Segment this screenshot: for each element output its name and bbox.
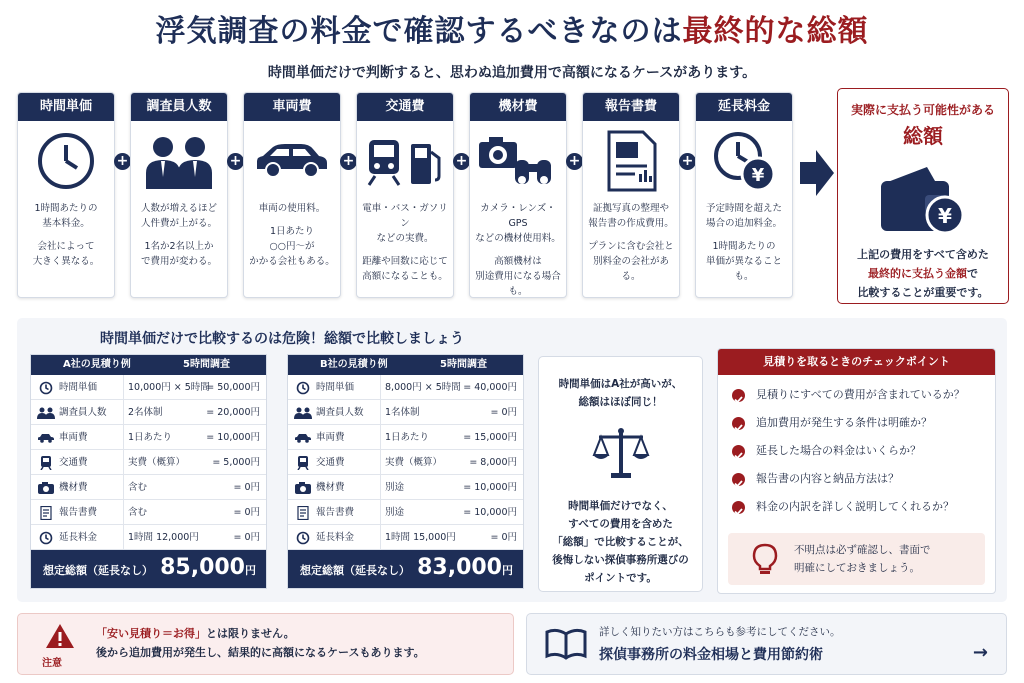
card-text: 単価が異なることも。 <box>705 256 782 282</box>
card-title: 車両費 <box>244 93 340 121</box>
card-text: 高額になることも。 <box>362 271 448 282</box>
row-amount: = 10,000円 <box>463 482 517 493</box>
plus-icon: + <box>340 153 357 170</box>
card-title: 機材費 <box>470 93 566 121</box>
row-label: 時間単価 <box>59 382 98 393</box>
estimate-title: B社の見積り例 <box>320 359 388 370</box>
row-detail: 10,000円 × 5時間 <box>123 375 210 400</box>
total-box-title: 実際に支払う可能性がある <box>850 103 995 117</box>
card-text: 1時間あたりの <box>34 203 98 214</box>
row-label: 調査員人数 <box>316 407 364 418</box>
table-row <box>288 450 523 475</box>
warning-box <box>17 613 514 675</box>
plus-icon: + <box>114 153 131 170</box>
card-text: 電車・バス・ガソリン <box>362 203 448 229</box>
investigators-icon <box>142 133 216 189</box>
table-row <box>288 500 523 525</box>
table-row <box>31 450 266 475</box>
estimate-table-a <box>30 354 267 589</box>
car-icon <box>253 141 331 181</box>
table-row <box>288 400 523 425</box>
check-icon <box>732 501 745 514</box>
checkpoint-text: 料金の内訳を詳しく説明してくれるか？ <box>756 500 954 513</box>
row-label: 延長料金 <box>316 532 355 543</box>
comparison-title: 時間単価だけで比較するのは危険！総額で比較しましょう <box>100 331 464 347</box>
card-text: 1時間あたりの <box>712 241 776 252</box>
row-amount: = 15,000円 <box>463 432 517 443</box>
report-icon <box>294 505 312 520</box>
investigators-icon <box>37 405 55 420</box>
row-label: 車両費 <box>316 432 345 443</box>
cost-card-staff <box>130 92 228 298</box>
train-icon <box>37 455 55 470</box>
report-icon <box>603 130 659 192</box>
checkpoint-title: 見積りを取るときのチェックポイント <box>718 349 995 375</box>
tip-text: 明確にしておきましょう。 <box>794 562 920 574</box>
row-detail: 8,000円 × 5時間 <box>380 375 461 400</box>
table-row <box>31 375 266 400</box>
card-text: で費用が変わる。 <box>140 256 217 267</box>
clock-icon <box>35 130 97 192</box>
clock-icon <box>37 380 55 395</box>
card-text: プランに含む会社と <box>588 241 674 252</box>
table-row <box>288 525 523 550</box>
cost-card-transport <box>356 92 454 298</box>
train-icon <box>294 455 312 470</box>
warning-text: 後から追加費用が発生し、結果的に高額になるケースもあります。 <box>96 646 425 659</box>
card-text: ○○円〜が <box>269 241 315 252</box>
card-text: 場合の追加料金。 <box>705 218 782 229</box>
cost-card-vehicle <box>243 92 341 298</box>
tip-text: 不明点は必ず確認し、書面で <box>794 544 931 556</box>
row-amount: = 0円 <box>233 507 260 518</box>
warning-icon <box>45 622 75 650</box>
card-text: かかる会社もある。 <box>249 256 335 267</box>
wallet-yen-icon <box>877 163 969 237</box>
checkpoint-item <box>718 437 995 465</box>
summary-text: 「総額」で比較することが、 <box>552 536 689 548</box>
clock-icon <box>294 530 312 545</box>
table-row <box>31 425 266 450</box>
right-arrow-icon <box>800 150 834 196</box>
checkpoint-text: 報告書の内容と納品方法は？ <box>756 472 899 485</box>
row-detail: 1日あたり <box>380 425 429 450</box>
warning-label: 注意 <box>42 658 62 669</box>
lightbulb-icon <box>750 541 780 577</box>
plus-icon: + <box>453 153 470 170</box>
check-icon <box>732 417 745 430</box>
total-value: 83,000 <box>417 555 502 580</box>
check-icon <box>732 473 745 486</box>
book-icon <box>545 628 587 660</box>
estimate-hours: 5時間調査 <box>183 359 230 370</box>
table-row <box>288 425 523 450</box>
table-row <box>31 475 266 500</box>
card-text: 高額機材は <box>494 256 542 267</box>
estimate-total <box>31 550 266 588</box>
summary-text: すべての費用を含めた <box>568 518 673 530</box>
card-text: 証拠写真の整理や <box>592 203 669 214</box>
warning-text: とは限りません。 <box>206 627 295 640</box>
row-label: 時間単価 <box>316 382 355 393</box>
camera-binoculars-icon <box>477 134 559 188</box>
card-text: などの機材使用料。 <box>475 233 561 244</box>
card-title: 時間単価 <box>18 93 114 121</box>
card-text: カメラ・レンズ・GPS <box>480 203 556 229</box>
comparison-summary-box <box>538 356 703 592</box>
plus-icon: + <box>679 153 696 170</box>
clock-icon <box>294 380 312 395</box>
card-text: 車両の使用料。 <box>258 203 326 214</box>
row-detail: 含む <box>123 475 147 500</box>
row-label: 機材費 <box>316 482 345 493</box>
row-label: 車両費 <box>59 432 88 443</box>
row-detail: 1時間 12,000円 <box>123 525 199 550</box>
title-highlight: 最終的な総額 <box>682 14 869 49</box>
reference-link-box[interactable] <box>526 613 1007 675</box>
checkpoint-text: 延長した場合の料金はいくらか？ <box>756 444 921 457</box>
card-text: 会社によって <box>37 241 95 252</box>
row-label: 報告書費 <box>59 507 98 518</box>
total-box-heading: 総額 <box>903 124 943 148</box>
checkpoint-item <box>718 381 995 409</box>
card-text: 人数が増えるほど <box>140 203 217 214</box>
row-detail: 1名体制 <box>380 400 420 425</box>
table-row <box>288 475 523 500</box>
summary-text: 総額はほぼ同じ！ <box>578 396 663 408</box>
subtitle: 時間単価だけで判断すると、思わぬ追加費用で高額になるケースがあります。 <box>267 65 757 81</box>
cost-card-hourly-rate <box>17 92 115 298</box>
card-text: 1日あたり <box>269 226 315 237</box>
check-icon <box>732 389 745 402</box>
summary-text: 時間単価だけでなく、 <box>568 500 673 512</box>
check-icon <box>732 445 745 458</box>
row-amount: = 8,000円 <box>469 457 517 468</box>
card-text: 距離や回数に応じて <box>362 256 448 267</box>
cost-card-extension <box>695 92 793 298</box>
estimate-table-b <box>287 354 524 589</box>
total-unit: 円 <box>502 564 513 577</box>
row-detail: 2名体制 <box>123 400 163 425</box>
total-amount-box <box>837 88 1009 304</box>
card-text: 報告書の作成費用。 <box>588 218 674 229</box>
card-text: 大きく異なる。 <box>32 256 100 267</box>
estimate-total <box>288 550 523 588</box>
row-detail: 別途 <box>380 475 404 500</box>
reference-text: 詳しく知りたい方はこちらも参考にしてください。 <box>599 626 841 638</box>
checkpoint-text: 追加費用が発生する条件は明確か？ <box>756 416 932 429</box>
car-icon <box>37 430 55 445</box>
row-label: 延長料金 <box>59 532 98 543</box>
svg-text:¥: ¥ <box>751 165 765 186</box>
table-row <box>31 525 266 550</box>
camera-icon <box>294 480 312 495</box>
summary-text: 時間単価はA社が高いが、 <box>558 378 683 390</box>
total-label: 想定総額（延長なし） <box>300 564 410 577</box>
card-title: 延長料金 <box>696 93 792 121</box>
card-text: 別料金の会社がある。 <box>592 256 669 282</box>
arrow-right-icon[interactable]: → <box>972 642 988 663</box>
row-amount: = 0円 <box>233 482 260 493</box>
card-title: 交通費 <box>357 93 453 121</box>
card-text: 予定時間を超えた <box>705 203 782 214</box>
row-label: 機材費 <box>59 482 88 493</box>
train-fuel-icon <box>365 136 445 186</box>
svg-text:¥: ¥ <box>938 204 952 228</box>
row-amount: = 10,000円 <box>206 432 260 443</box>
total-value: 85,000 <box>160 555 245 580</box>
checkpoint-box <box>717 348 996 594</box>
summary-text: ポイントです。 <box>584 572 657 584</box>
card-title: 調査員人数 <box>131 93 227 121</box>
row-label: 報告書費 <box>316 507 355 518</box>
total-box-text: 上記の費用をすべて含めた <box>857 248 989 261</box>
checkpoint-text: 見積りにすべての費用が含まれているか？ <box>756 388 965 401</box>
checkpoint-item <box>718 409 995 437</box>
page-title <box>0 6 1024 50</box>
tip-note <box>728 533 985 585</box>
camera-icon <box>37 480 55 495</box>
clock-yen-icon <box>711 129 777 193</box>
row-amount: = 40,000円 <box>463 382 517 393</box>
car-icon <box>294 430 312 445</box>
row-amount: = 0円 <box>490 532 517 543</box>
title-main: 浮気調査の料金で確認するべきなのは <box>155 14 683 49</box>
investigators-icon <box>294 405 312 420</box>
card-text: などの実費。 <box>376 233 434 244</box>
total-box-text: で <box>967 267 978 280</box>
estimate-title: A社の見積り例 <box>63 359 131 370</box>
row-amount: = 10,000円 <box>463 507 517 518</box>
row-amount: = 5,000円 <box>212 457 260 468</box>
reference-link[interactable]: 探偵事務所の料金相場と費用節約術 <box>599 647 823 663</box>
total-label: 想定総額（延長なし） <box>43 564 153 577</box>
table-row <box>31 400 266 425</box>
row-detail: 実費（概算） <box>123 450 185 475</box>
plus-icon: + <box>227 153 244 170</box>
row-label: 調査員人数 <box>59 407 107 418</box>
report-icon <box>37 505 55 520</box>
card-text: 基本料金。 <box>42 218 90 229</box>
warning-quote: 「安い見積り＝お得」 <box>96 627 206 640</box>
row-detail: 別途 <box>380 500 404 525</box>
row-amount: = 50,000円 <box>206 382 260 393</box>
card-title: 報告書費 <box>583 93 679 121</box>
row-label: 交通費 <box>316 457 345 468</box>
estimate-hours: 5時間調査 <box>440 359 487 370</box>
scales-icon <box>591 425 651 481</box>
card-text: 1名か2名以上か <box>144 241 214 252</box>
total-box-emphasis: 最終的に支払う金額 <box>868 267 967 280</box>
row-detail: 含む <box>123 500 147 525</box>
checkpoint-item <box>718 465 995 493</box>
row-detail: 1時間 15,000円 <box>380 525 456 550</box>
total-box-text: 比較することが重要です。 <box>857 286 989 299</box>
table-row <box>288 375 523 400</box>
row-amount: = 0円 <box>490 407 517 418</box>
row-amount: = 0円 <box>233 532 260 543</box>
row-detail: 1日あたり <box>123 425 172 450</box>
row-amount: = 20,000円 <box>206 407 260 418</box>
row-detail: 実費（概算） <box>380 450 442 475</box>
plus-icon: + <box>566 153 583 170</box>
total-unit: 円 <box>245 564 256 577</box>
row-label: 交通費 <box>59 457 88 468</box>
summary-text: 後悔しない探偵事務所選びの <box>552 554 689 566</box>
cost-card-equipment <box>469 92 567 298</box>
table-row <box>31 500 266 525</box>
card-text: 人件費が上がる。 <box>140 218 217 229</box>
checkpoint-item <box>718 493 995 521</box>
card-text: 別途費用になる場合も。 <box>475 271 561 297</box>
cost-card-report <box>582 92 680 298</box>
clock-icon <box>37 530 55 545</box>
